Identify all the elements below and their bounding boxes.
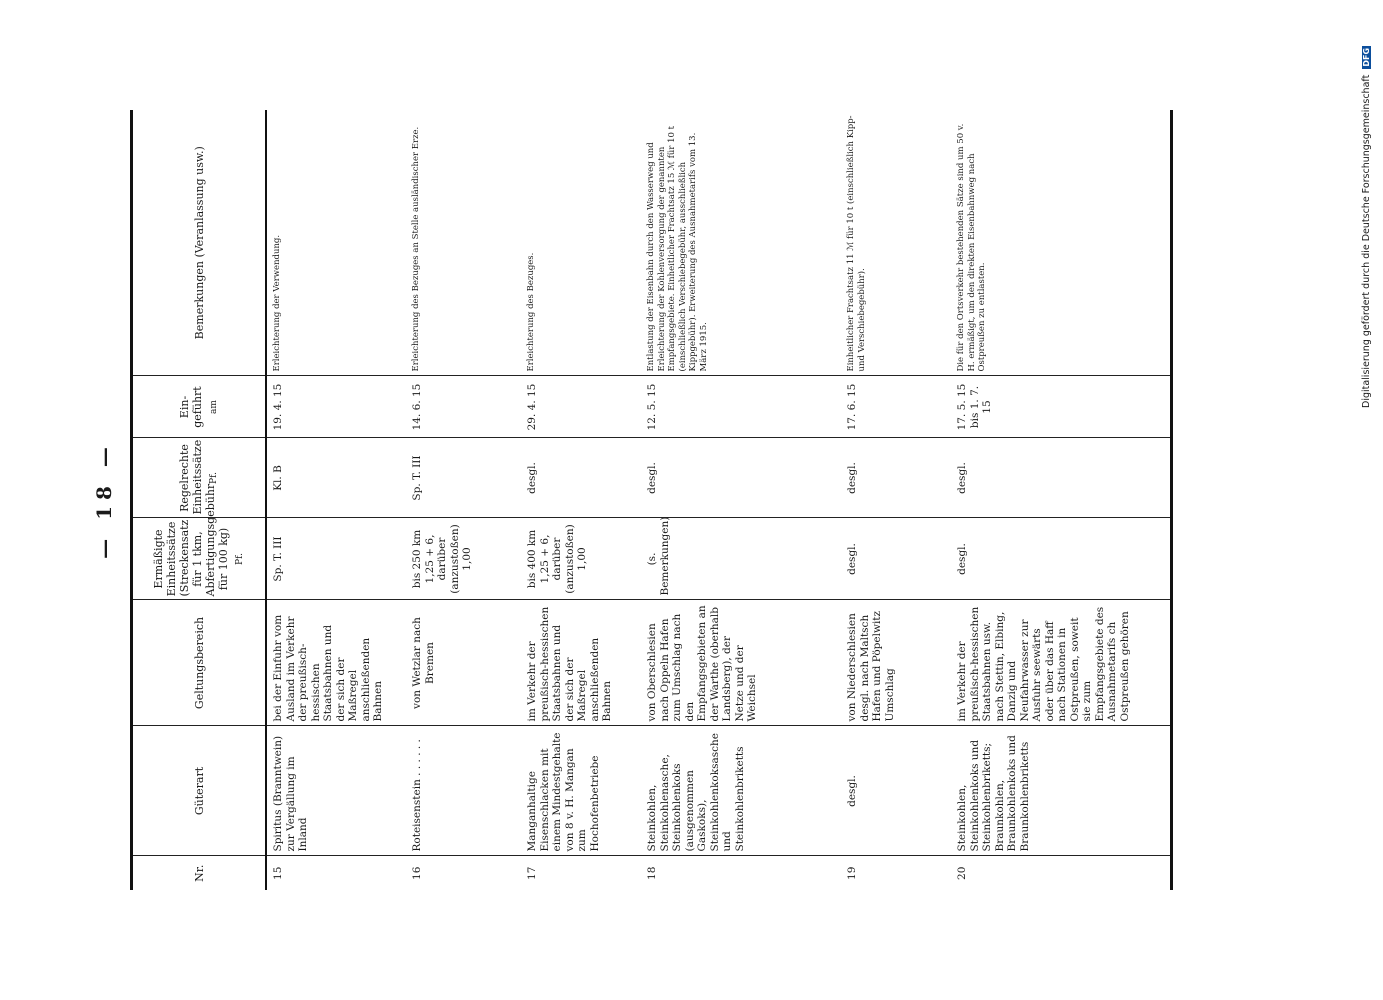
cell-geltungsbereich: im Verkehr der preußisch-hessischen Staatsbahnen usw. nach Stettin, Elbing, Danzig und Neufahrwasser zur Ausfuhr seewärts oder über das Haff nach Stationen in Ostpreußen, soweit sie zum Empfangsgebiete des Ausnahmetarifs ch Ostpreußen gehören bbox=[951, 600, 1171, 726]
header-eingefuehrt bbox=[132, 376, 267, 438]
table-row bbox=[406, 110, 521, 890]
cell-regel: desgl. bbox=[841, 438, 951, 518]
cell-geltungsbereich: von Oberschlesien nach Oppeln Hafen zum Umschlag nach den Empfangsgebieten an der Warthe (oberhalb Landsberg), der Netze und der Weichsel bbox=[641, 600, 841, 726]
cell-gueterart: Steinkohlen, Steinkohlenasche, Steinkohlenkoks (ausgenommen Gaskoks), Steinkohlenkoksasche und Steinkohlenbriketts bbox=[641, 726, 841, 856]
side-note: Digitalisierung gefördert durch die Deutsche Forschungsgemeinschaft bbox=[1361, 74, 1372, 408]
cell-regel: desgl. bbox=[641, 438, 841, 518]
cell-bemerkung: Die für den Ortsverkehr bestehenden Sätze sind um 50 v. H. ermäßigt, um den direkten Eisenbahnweg nach Ostpreußen zu entlasten. bbox=[951, 110, 1171, 376]
table-row bbox=[266, 110, 406, 890]
header-gueterart: Güterart bbox=[132, 726, 267, 856]
cell-bemerkung: Erleichterung des Bezuges. bbox=[521, 110, 641, 376]
table-row bbox=[521, 110, 641, 890]
cell-regel: desgl. bbox=[951, 438, 1171, 518]
header-ermaessigte bbox=[132, 483, 267, 600]
header-regelrechte bbox=[132, 438, 267, 518]
header-geltungsbereich: Geltungsbereich bbox=[132, 600, 267, 726]
header-row bbox=[132, 110, 267, 890]
header-ermaessigte-unit: Pf. bbox=[234, 553, 245, 565]
cell-gueterart: Spiritus (Branntwein) zur Vergällung im Inland bbox=[266, 726, 406, 856]
cell-datum: 29. 4. 15 bbox=[521, 376, 641, 438]
cell-ermaessigt: desgl. bbox=[841, 518, 951, 600]
header-eingefuehrt-unit: am bbox=[208, 400, 219, 414]
cell-ermaessigt: Sp. T. III bbox=[266, 518, 406, 600]
cell-regel: Kl. B bbox=[266, 438, 406, 518]
side-attribution-text bbox=[1361, 8, 1375, 408]
cell-datum: 14. 6. 15 bbox=[406, 376, 521, 438]
cell-geltungsbereich: von Niederschlesien desgl. nach Maltsch Hafen und Pöpelwitz Umschlag bbox=[841, 600, 951, 726]
cell-datum: 19. 4. 15 bbox=[266, 376, 406, 438]
table-row bbox=[841, 110, 951, 890]
header-nr: Nr. bbox=[132, 856, 267, 890]
cell-bemerkung: Einheitlicher Frachtsatz 11 ℳ für 10 t (einschließlich Kipp- und Verschiebegebühr). bbox=[841, 110, 951, 376]
cell-datum: 17. 5. 15 bis 1. 7. 15 bbox=[951, 376, 1171, 438]
side-attribution bbox=[1357, 8, 1379, 998]
table-row bbox=[641, 110, 841, 890]
cell-ermaessigt: (s. Bemerkungen) bbox=[641, 518, 841, 600]
header-regelrechte-text: Regelrechte Einheitssätze bbox=[177, 439, 204, 515]
cell-ermaessigt: desgl. bbox=[951, 518, 1171, 600]
cell-regel: desgl. bbox=[521, 438, 641, 518]
table-row bbox=[951, 110, 1171, 890]
header-ermaessigte-text: Ermäßigte Einheitssätze (Streckensatz für 1 tkm, Abfertigungsgebühr für 100 kg) bbox=[151, 483, 230, 597]
cell-geltungsbereich: im Verkehr der preußisch-hessischen Staatsbahnen und der sich der Maßregel anschließenden Bahnen bbox=[521, 600, 641, 726]
rotated-content bbox=[92, 110, 1210, 890]
cell-datum: 12. 5. 15 bbox=[641, 376, 841, 438]
cell-nr: 16 bbox=[411, 866, 423, 880]
header-bemerkungen: Bemerkungen (Veranlassung usw.) bbox=[132, 110, 267, 376]
cell-datum: 17. 6. 15 bbox=[841, 376, 951, 438]
cell-gueterart: desgl. bbox=[841, 726, 951, 856]
cell-ermaessigt: bis 250 km 1,25 + 6, darüber (anzustoßen) 1,00 bbox=[406, 518, 521, 600]
cell-nr: 18 bbox=[646, 866, 658, 880]
cell-nr: 20 bbox=[956, 866, 968, 880]
cell-gueterart: Manganhaltige Eisenschlacken mit einem Mindestgehalte von 8 v. H. Mangan zum Hochofenbetriebe bbox=[521, 726, 641, 856]
dfg-logo: DFG bbox=[1362, 47, 1371, 67]
cell-bemerkung: Erleichterung der Verwendung. bbox=[266, 110, 406, 376]
cell-nr: 19 bbox=[846, 866, 858, 880]
header-eingefuehrt-text: Ein- geführt bbox=[177, 386, 204, 428]
cell-bemerkung: Entlastung der Eisenbahn durch den Wasserweg und Erleichterung der Kohlenversorgung der genannten Empfangsgebiete. Einheitlicher Frachtsatz 15 ℳ für 10 t (einschließlich Verschiebegebühr, ausschließlich Kippgebühr). Erweiterung des Ausnahmetarifs vom 13. März 1915. bbox=[641, 110, 841, 376]
cell-nr: 15 bbox=[272, 866, 284, 880]
page-number: — 18 — bbox=[92, 441, 116, 559]
tariff-table bbox=[130, 110, 1173, 890]
cell-regel: Sp. T. III bbox=[406, 438, 521, 518]
cell-ermaessigt: bis 400 km 1,25 + 6, darüber (anzustoßen) 1,00 bbox=[521, 518, 641, 600]
cell-geltungsbereich: von Wetzlar nach Bremen bbox=[406, 600, 521, 726]
cell-gueterart: Steinkohlen, Steinkohlenkoks und Steinkohlenbriketts; Braunkohlen, Braunkohlenkoks und Braunkohlenbriketts bbox=[951, 726, 1171, 856]
header-regelrechte-unit: Pf. bbox=[208, 472, 219, 484]
cell-nr: 17 bbox=[526, 866, 538, 880]
cell-bemerkung: Erleichterung des Bezuges an Stelle ausländischer Erze. bbox=[406, 110, 521, 376]
cell-gueterart: Roteisenstein . . . . . . bbox=[406, 726, 521, 856]
cell-geltungsbereich: bei der Einfuhr vom Ausland im Verkehr der preußisch-hessischen Staatsbahnen und der sich der Maßregel anschließenden Bahnen bbox=[266, 600, 406, 726]
